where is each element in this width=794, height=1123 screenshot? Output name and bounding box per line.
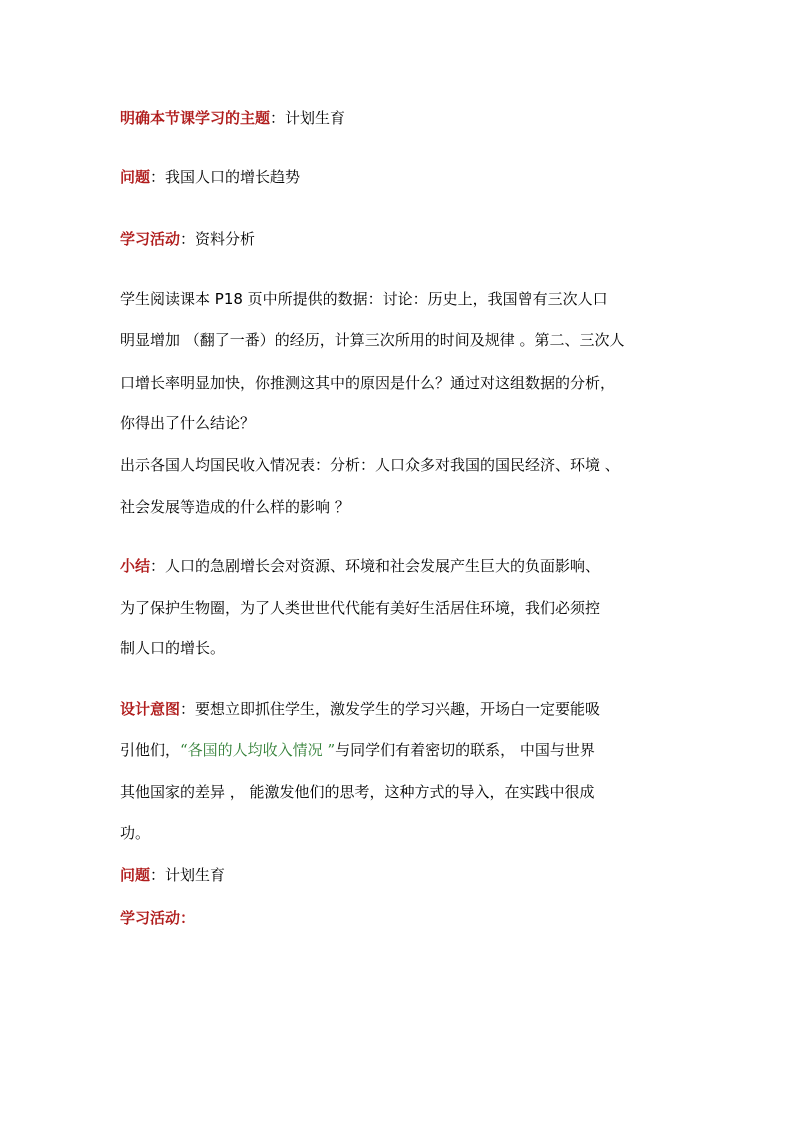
summary-line-2: 为了保护生物圈，为了人类世世代代能有美好生活居住环境，我们必须控 bbox=[120, 599, 601, 617]
question1-label: 问题 bbox=[120, 168, 151, 186]
activity2-label: 学习活动 bbox=[120, 909, 181, 927]
question2-text: 计划生育 bbox=[165, 866, 226, 884]
activity2-sep: ： bbox=[180, 909, 196, 927]
activity2-line bbox=[120, 908, 195, 928]
theme-line bbox=[120, 108, 345, 128]
paragraph1-line-3: 口增长率明显加快，你推测这其中的原因是什么？通过对这组数据的分析， bbox=[120, 374, 616, 392]
paragraph1-line-4: 你得出了什么结论？ bbox=[120, 414, 256, 432]
theme-sep: ： bbox=[270, 109, 286, 127]
theme-label: 明确本节课学习的主题 bbox=[120, 109, 271, 127]
design-text-1: 要想立即抓住学生，激发学生的学习兴趣，开场白一定要能吸 bbox=[195, 700, 601, 718]
summary-sep: ： bbox=[150, 557, 166, 575]
question1-sep: ： bbox=[150, 168, 166, 186]
design-line-4: 功。 bbox=[120, 824, 151, 842]
question2-line bbox=[120, 865, 225, 885]
summary-label: 小结 bbox=[120, 557, 151, 575]
design-line-2 bbox=[120, 740, 595, 760]
design-sep: ： bbox=[180, 700, 196, 718]
summary-text-1: 人口的急剧增长会对资源、环境和社会发展产生巨大的负面影响、 bbox=[165, 557, 601, 575]
activity1-text: 资料分析 bbox=[195, 230, 256, 248]
paragraph1-line-6: 社会发展等造成的什么样的影响 ？ bbox=[120, 498, 350, 516]
design-line-1 bbox=[120, 699, 600, 719]
design-label: 设计意图 bbox=[120, 700, 181, 718]
design-text-2-post: 与同学们有着密切的联系， 中国与世界 bbox=[335, 741, 595, 759]
paragraph1-line-2: 明显增加 （翻了一番）的经历，计算三次所用的时间及规律 。第二、三次人 bbox=[120, 331, 625, 349]
design-line-3: 其他国家的差异 ， 能激发他们的思考，这种方式的导入，在实践中很成 bbox=[120, 783, 595, 801]
activity1-label: 学习活动 bbox=[120, 230, 181, 248]
question2-label: 问题 bbox=[120, 866, 151, 884]
activity1-sep: ： bbox=[180, 230, 196, 248]
theme-text: 计划生育 bbox=[285, 109, 346, 127]
design-quote: “各国的人均收入情况 ” bbox=[180, 741, 336, 759]
design-text-2-pre: 引他们， bbox=[120, 741, 181, 759]
summary-line-1 bbox=[120, 556, 600, 576]
question1-line bbox=[120, 167, 300, 187]
activity1-line bbox=[120, 229, 255, 249]
question1-text: 我国人口的增长趋势 bbox=[165, 168, 301, 186]
question2-sep: ： bbox=[150, 866, 166, 884]
summary-line-3: 制人口的增长。 bbox=[120, 639, 226, 657]
paragraph1-line-5: 出示各国人均国民收入情况表：分析：人口众多对我国的国民经济、环境 、 bbox=[120, 456, 620, 474]
paragraph1-line-1: 学生阅读课本 P18 页中所提供的数据：讨论：历史上，我国曾有三次人口 bbox=[120, 290, 608, 308]
